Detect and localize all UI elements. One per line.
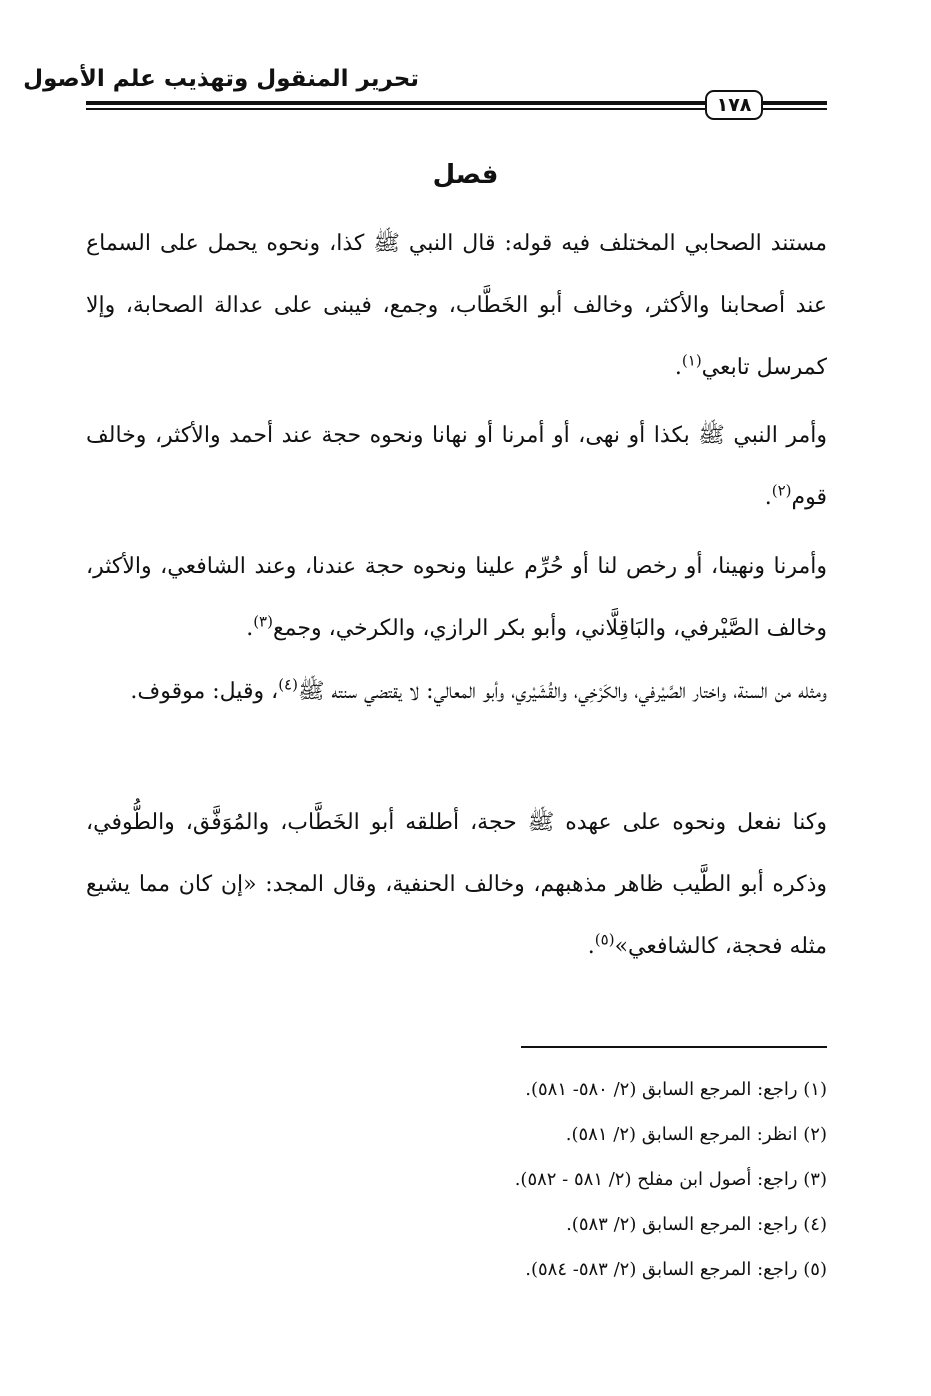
footnote-2: (٢) انظر: المرجع السابق (٢/ ٥٨١). [565,1124,827,1145]
paragraph-end: . [674,355,682,380]
footnotes [515,1067,827,1292]
footnote-marker: (٢) [771,481,792,500]
paragraph-text: وأمرنا ونهينا، أو رخص لنا أو حُرِّم علينا ونحوه حجة عندنا، وعند الشافعي، والأكثر، وخالف الصَّيْرفي، والبَاقِلَّاني، وأبو بكر الرازي، والكرخي، وجمع [86,554,827,641]
footnote-marker: (٣) [253,612,273,631]
paragraph-text: وأمر النبي ﷺ بكذا أو نهى، أو أمرنا أو نهانا ونحوه حجة عند أحمد والأكثر، وخالف قوم [86,423,827,510]
page-number: ١٧٨ [705,90,763,120]
paragraph-end: ، وقيل: موقوف. [130,679,279,704]
footnote-3: (٣) راجع: أصول ابن مفلح (٢/ ٥٨١ - ٥٨٢). [514,1169,827,1190]
paragraph-end: . [246,616,254,641]
paragraph-end: . [764,485,772,510]
section-title: فصل [432,160,499,190]
footnote-marker: (٤) [278,675,298,694]
paragraph-5 [86,792,827,978]
footnote-5: (٥) راجع: المرجع السابق (٢/ ٥٨٣- ٥٨٤). [525,1259,827,1280]
paragraph-3 [86,536,827,660]
paragraph-text: وكنا نفعل ونحوه على عهده ﷺ حجة، أطلقه أبو الخَطَّاب، والمُوَفَّق، والطُّوفي، وذكره أبو الطَّيب ظاهر مذهبهم، وخالف الحنفية، وقال المجد: «إن كان مما يشيع مثله فحجة، كالشافعي» [86,810,827,959]
paragraph-text: مستند الصحابي المختلف فيه قوله: قال النبي ﷺ كذا، ونحوه يحمل على السماع عند أصحابنا والأكثر، وخالف أبو الخَطَّاب، وجمع، فيبنى على عدالة الصحابة، وإلا كمرسل تابعي [86,231,827,380]
footnote-1: (١) راجع: المرجع السابق (٢/ ٥٨٠- ٥٨١). [525,1079,827,1100]
footnote-4: (٤) راجع: المرجع السابق (٢/ ٥٨٣). [566,1214,827,1235]
paragraph-2 [86,405,827,529]
paragraph-4 [86,661,827,723]
footnote-marker: (٥) [594,930,615,949]
paragraph-1 [86,213,827,399]
footnote-separator [521,1046,827,1048]
footnote-marker: (١) [681,351,702,370]
running-header-title: تحرير المنقول وتهذيب علم الأصول [23,66,419,92]
paragraph-end: . [587,934,595,959]
paragraph-text: ومثله من السنة، واختار الصَّيْرفي، والكَرْخِي، والقُشَيْري، وأبو المعالي: لا يقتضي سنته ﷺ [297,679,827,704]
